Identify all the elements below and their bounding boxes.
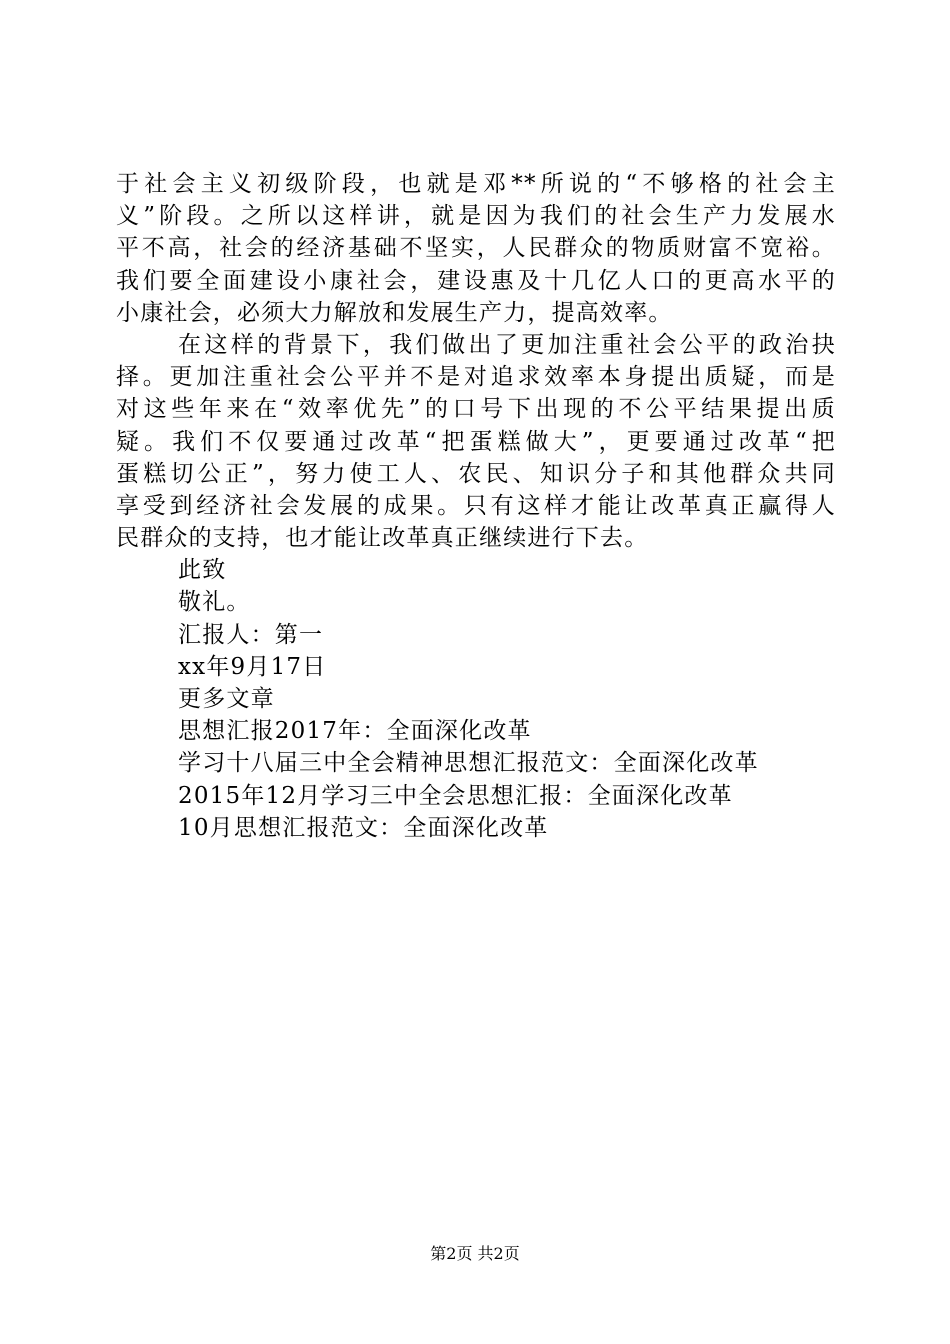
reporter-signature: 汇报人：第一 (178, 621, 324, 648)
salutation: 敬礼。 (178, 589, 251, 616)
related-article-link[interactable]: 10月思想汇报范文：全面深化改革 (178, 814, 549, 841)
paragraph-line: 在这样的背景下，我们做出了更加注重社会公平的政治抉 (178, 331, 836, 358)
paragraph-line: 我们要全面建设小康社会，建设惠及十几亿人口的更高水平的 (116, 267, 836, 294)
paragraph-1 (116, 168, 836, 329)
page-number: 第2页 共2页 (430, 1244, 520, 1263)
paragraph-line: 小康社会，必须大力解放和发展生产力，提高效率。 (116, 299, 673, 326)
more-articles-heading: 更多文章 (178, 686, 275, 712)
related-article-link[interactable]: 学习十八届三中全会精神思想汇报范文：全面深化改革 (178, 750, 759, 777)
paragraph-line: 义”阶段。之所以这样讲，就是因为我们的社会生产力发展水 (116, 203, 836, 230)
related-articles-list (116, 715, 836, 844)
related-article-link[interactable]: 2015年12月学习三中全会思想汇报：全面深化改革 (178, 782, 733, 809)
paragraph-line: 享受到经济社会发展的成果。只有这样才能让改革真正赢得人 (116, 492, 836, 519)
paragraph-2 (116, 329, 836, 554)
closing-phrase: 此致 (178, 557, 227, 584)
paragraph-line: 对这些年来在“效率优先”的口号下出现的不公平结果提出质 (116, 396, 836, 423)
document-body (116, 168, 836, 844)
related-article-link[interactable]: 思想汇报2017年：全面深化改革 (178, 718, 532, 745)
paragraph-line: 平不高，社会的经济基础不坚实，人民群众的物质财富不宽裕。 (116, 235, 836, 262)
report-date: xx年9月17日 (178, 653, 327, 680)
paragraph-line: 于社会主义初级阶段，也就是邓**所说的“不够格的社会主 (116, 171, 836, 197)
page-footer (0, 1243, 950, 1265)
paragraph-line: 蛋糕切公正”，努力使工人、农民、知识分子和其他群众共同 (116, 460, 836, 487)
paragraph-line: 民群众的支持，也才能让改革真正继续进行下去。 (116, 525, 649, 552)
paragraph-line: 疑。我们不仅要通过改革“把蛋糕做大”，更要通过改革“把 (116, 428, 836, 455)
paragraph-line: 择。更加注重社会公平并不是对追求效率本身提出质疑，而是 (116, 364, 836, 391)
